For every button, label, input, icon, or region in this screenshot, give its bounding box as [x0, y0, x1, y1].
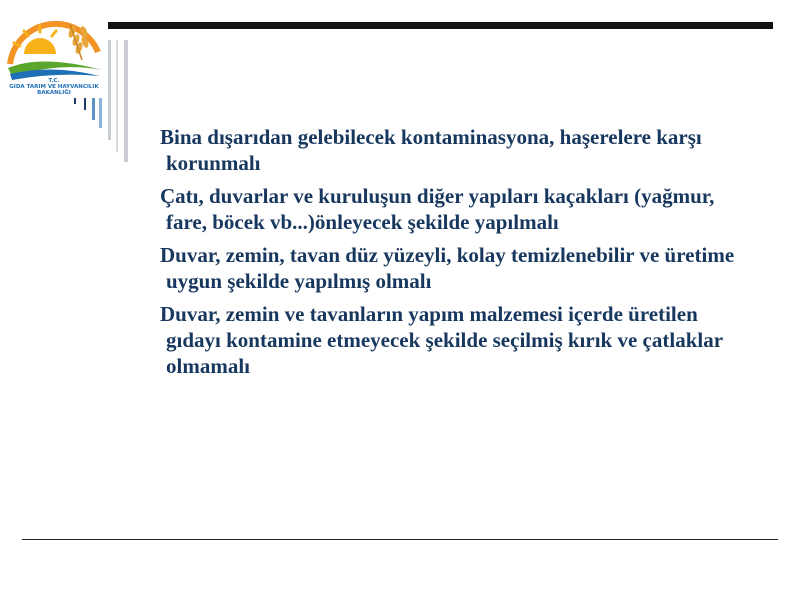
logo-line-3: BAKANLIĞI [37, 90, 71, 96]
bullet-item: Duvar, zemin ve tavanların yapım malzemesi içerde üretilen gıdayı kontamine etmeyecek şekilde seçilmiş kırık ve çatlaklar olmamalı [160, 302, 723, 378]
bullet-item: Duvar, zemin, tavan düz yüzeyli, kolay temizlenebilir ve üretime uygun şekilde yapılmış olmalı [160, 243, 735, 293]
logo-emblem-icon [2, 2, 106, 82]
top-rule [108, 22, 773, 29]
bullet-item: Bina dışarıdan gelebilecek kontaminasyona, haşerelere karşı korunmalı [160, 125, 702, 175]
bottom-rule [22, 539, 778, 540]
logo-line-1: T.C. [48, 78, 60, 84]
bullet-item: Çatı, duvarlar ve kuruluşun diğer yapıları kaçakları (yağmur, fare, böcek vb...)önleyecek şekilde yapılmalı [160, 184, 715, 234]
bullet-list [142, 124, 742, 386]
ministry-logo [2, 2, 106, 98]
logo-line-2: GIDA TARIM VE HAYVANCILIK [9, 84, 99, 90]
